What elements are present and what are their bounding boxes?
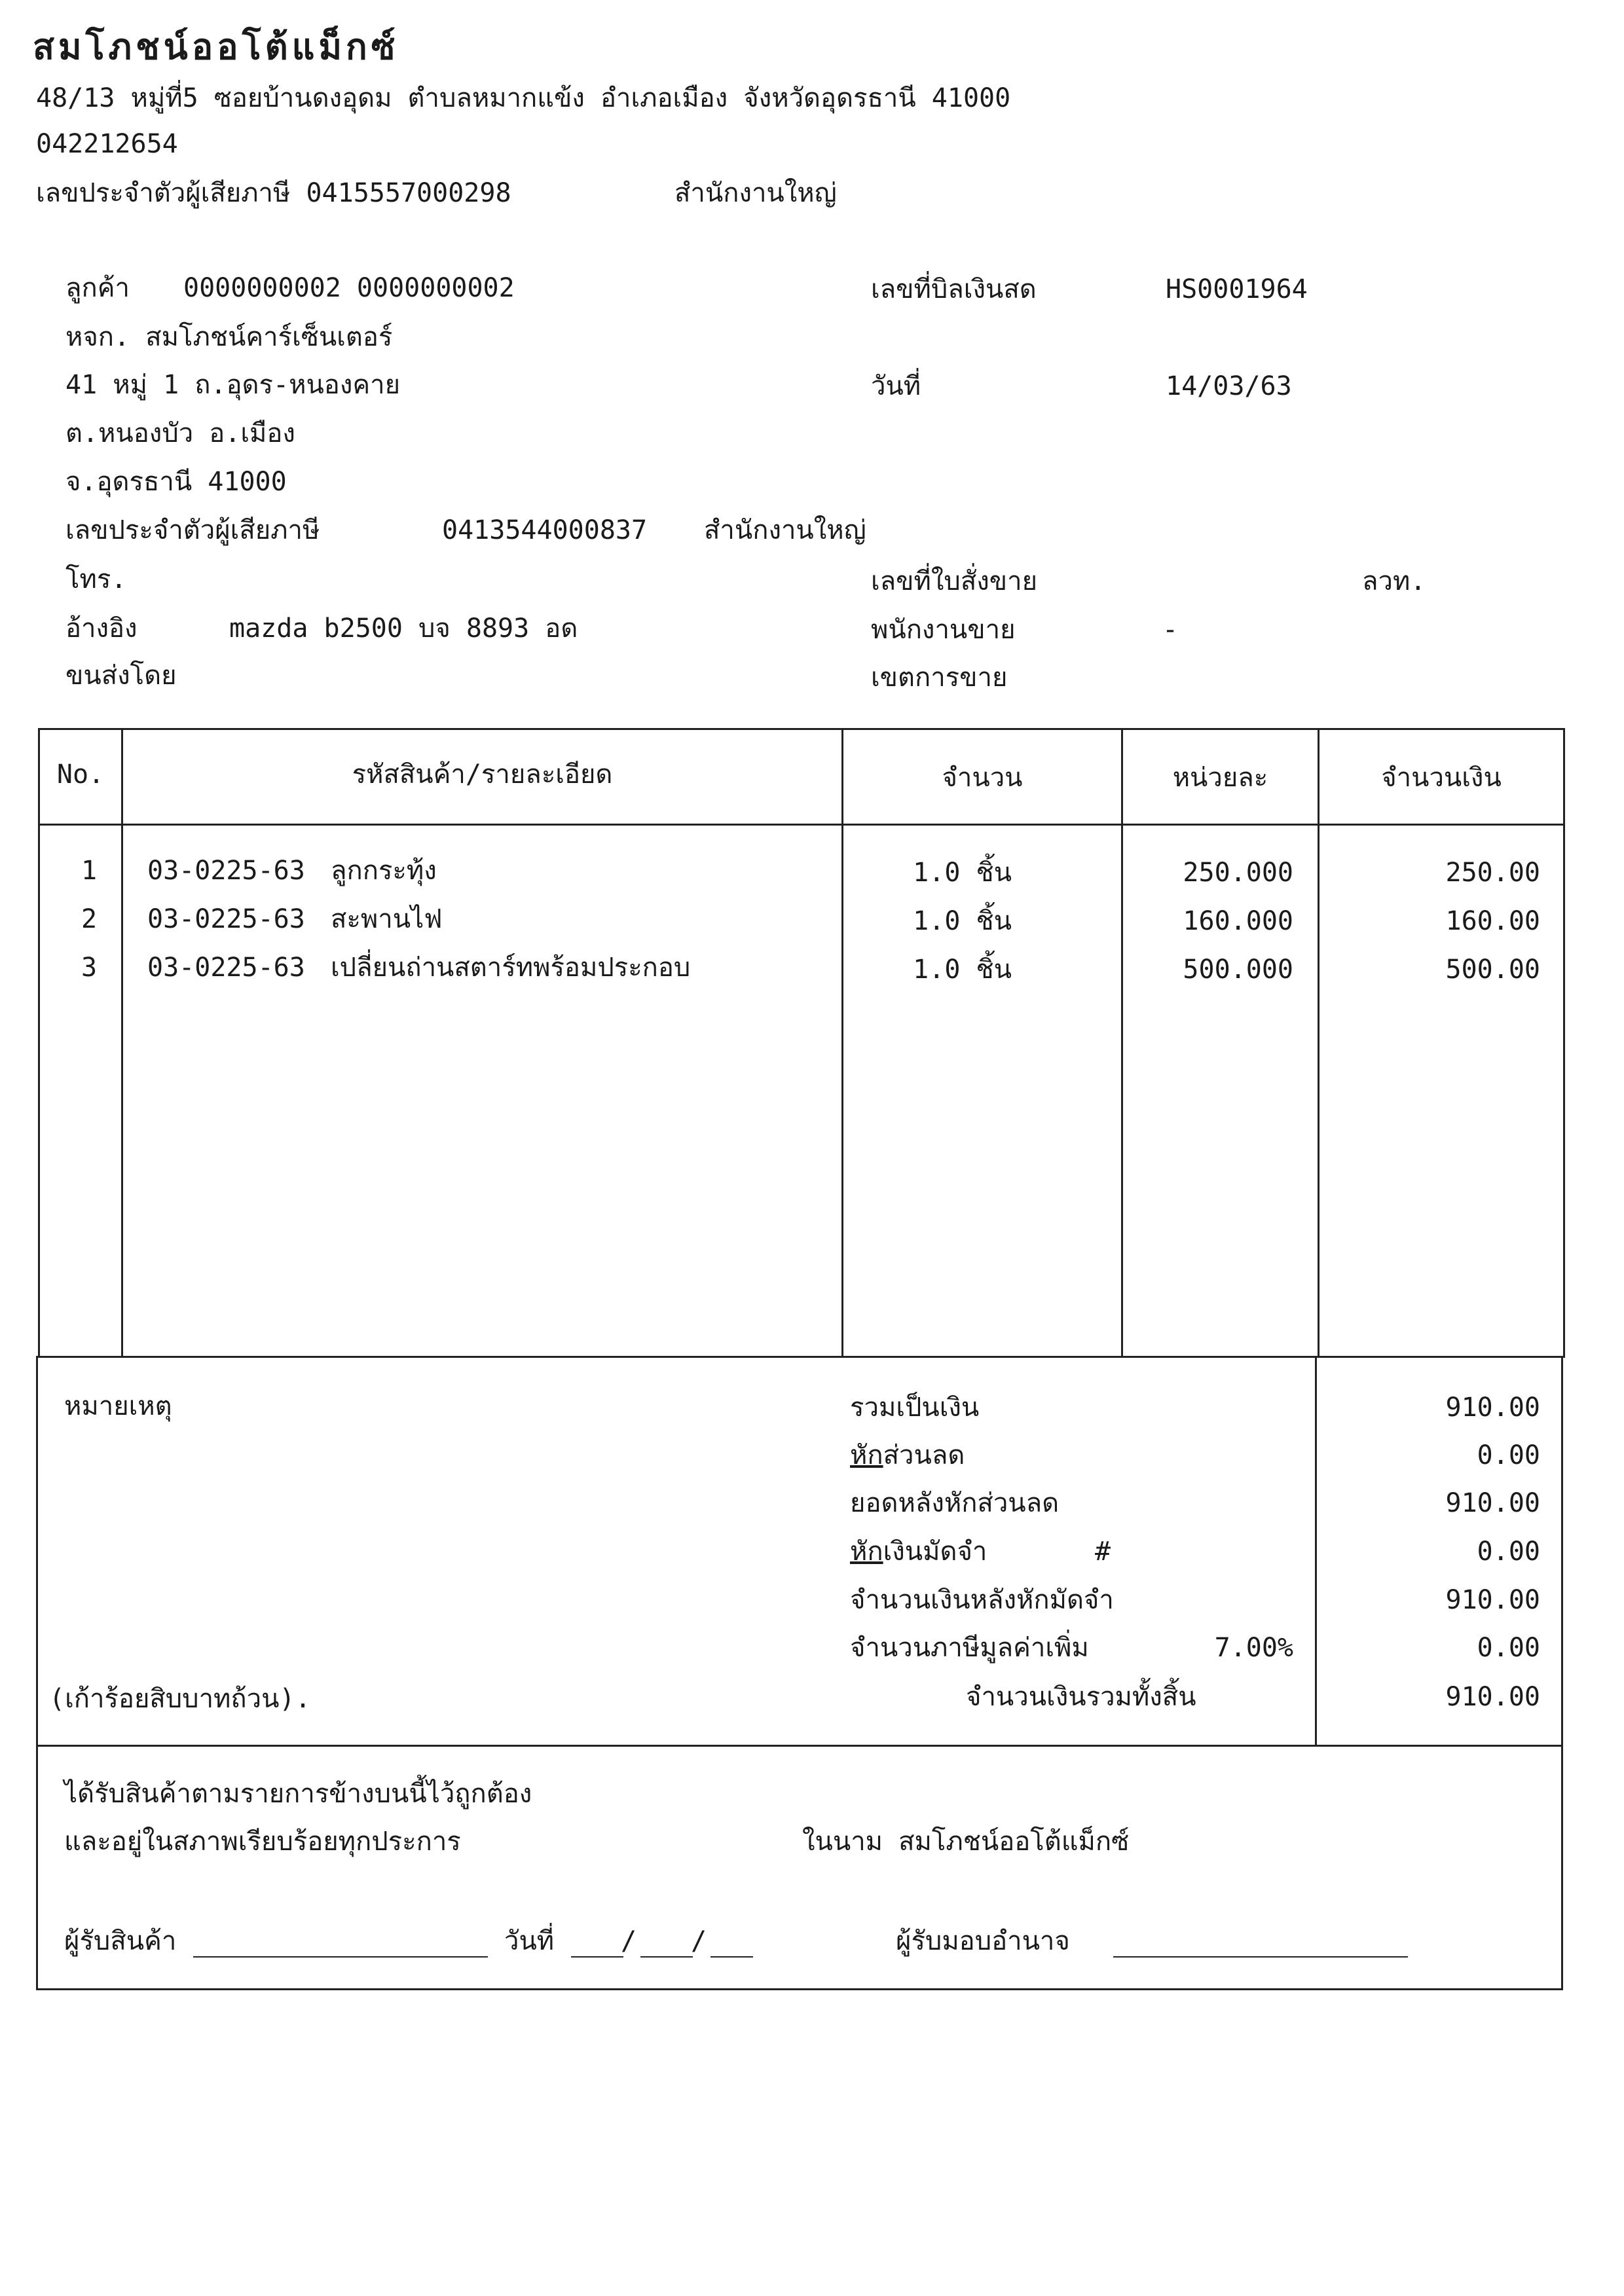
table-divider	[121, 728, 123, 1358]
total-label: จำนวนเงินรวมทั้งสิ้น	[966, 1682, 1196, 1712]
receive-date-label: วันที่	[504, 1926, 555, 1956]
deposit-label-rest: เงินมัดจำ	[883, 1537, 987, 1567]
item-amount: 160.00	[1445, 906, 1540, 936]
date-slash: /	[691, 1926, 707, 1956]
receiver-label: ผู้รับสินค้า	[64, 1926, 177, 1956]
company-address: 48/13 หมู่ที่5 ซอยบ้านดงอุดม ตำบลหมากแข้ง อำเภอเมือง จังหวัดอุดรธานี 41000	[36, 83, 1011, 113]
company-tax-id: เลขประจำตัวผู้เสียภาษี 0415557000298	[36, 178, 511, 208]
receiver-signature-line	[193, 1956, 488, 1958]
order-number-suffix: ลวท.	[1362, 566, 1426, 596]
company-name: สมโภชน์ออโต้แม็กซ์	[33, 26, 399, 67]
reference-label: อ้างอิง	[65, 613, 138, 644]
item-description: สะพานไฟ	[331, 904, 443, 934]
salesperson-value: -	[1162, 615, 1179, 645]
bill-date-label: วันที่	[871, 371, 921, 401]
bill-date: 14/03/63	[1166, 371, 1292, 401]
deposit-label	[850, 1539, 987, 1565]
item-quantity: 1.0 ชิ้น	[913, 955, 1012, 985]
date-year-line	[710, 1956, 753, 1958]
customer-tax-id: 0413544000837	[442, 515, 648, 545]
discount-label	[850, 1442, 965, 1468]
after-discount-value: 910.00	[1445, 1488, 1540, 1518]
amount-in-words: (เก้าร้อยสิบบาทถ้วน).	[49, 1684, 311, 1714]
customer-name: หจก. สมโภชน์คาร์เซ็นเตอร์	[65, 322, 393, 352]
bill-number-label: เลขที่บิลเงินสด	[871, 274, 1037, 304]
header-amount: จำนวนเงิน	[1381, 763, 1502, 793]
row-number: 2	[81, 904, 98, 934]
deposit-label-prefix: หัก	[850, 1537, 883, 1567]
subtotal-value: 910.00	[1445, 1393, 1540, 1423]
item-amount: 500.00	[1445, 955, 1540, 985]
item-quantity: 1.0 ชิ้น	[913, 906, 1012, 936]
item-unit-price: 160.000	[1183, 906, 1293, 936]
item-code: 03-0225-63	[147, 953, 305, 983]
vat-value: 0.00	[1477, 1633, 1540, 1663]
item-unit-price: 250.000	[1183, 858, 1293, 888]
date-day-line	[571, 1956, 623, 1958]
header-no: No.	[56, 759, 105, 790]
date-month-line	[640, 1956, 693, 1958]
discount-label-rest: ส่วนลด	[883, 1440, 965, 1470]
vat-label: จำนวนภาษีมูลค่าเพิ่ม	[850, 1633, 1089, 1663]
item-quantity: 1.0 ชิ้น	[913, 858, 1012, 888]
customer-phone-label: โทร.	[65, 564, 127, 594]
customer-address-3: จ.อุดรธานี 41000	[65, 467, 287, 497]
company-phone: 042212654	[36, 129, 178, 159]
row-number: 1	[81, 856, 98, 886]
customer-branch: สำนักงานใหญ่	[704, 515, 866, 545]
authorized-label: ผู้รับมอบอำนาจ	[896, 1926, 1070, 1956]
after-deposit-label: จำนวนเงินหลังหักมัดจำ	[850, 1585, 1114, 1615]
deposit-value: 0.00	[1477, 1537, 1540, 1567]
table-divider	[1121, 728, 1123, 1358]
customer-code: 0000000002 0000000002	[183, 273, 515, 303]
customer-address-1: 41 หมู่ 1 ถ.อุดร-หนองคาย	[65, 370, 401, 400]
table-divider	[841, 728, 843, 1358]
customer-tax-label: เลขประจำตัวผู้เสียภาษี	[65, 515, 320, 545]
customer-address-2: ต.หนองบัว อ.เมือง	[65, 418, 295, 448]
item-amount: 250.00	[1445, 858, 1540, 888]
bill-number: HS0001964	[1166, 274, 1308, 304]
deposit-hash: #	[1095, 1537, 1111, 1567]
items-table	[38, 728, 1565, 1358]
vat-rate: 7.00%	[1214, 1633, 1293, 1663]
discount-value: 0.00	[1477, 1440, 1540, 1470]
order-number-label: เลขที่ใบสั่งขาย	[871, 566, 1038, 596]
header-unit-price: หน่วยละ	[1172, 763, 1268, 793]
shipping-label: ขนส่งโดย	[65, 661, 177, 691]
company-branch: สำนักงานใหญ่	[674, 178, 837, 208]
item-code: 03-0225-63	[147, 856, 305, 886]
table-divider	[1318, 728, 1320, 1358]
item-code: 03-0225-63	[147, 904, 305, 934]
item-unit-price: 500.000	[1183, 955, 1293, 985]
summary-divider	[1315, 1356, 1317, 1747]
customer-label: ลูกค้า	[65, 273, 130, 303]
table-header-divider	[38, 824, 1565, 826]
remark-label: หมายเหตุ	[64, 1391, 172, 1421]
reference-value: mazda b2500 บจ 8893 อด	[229, 613, 578, 644]
item-description: ลูกกระทุ้ง	[331, 856, 437, 886]
authorized-signature-line	[1113, 1956, 1408, 1958]
received-line-1: ได้รับสินค้าตามรายการข้างบนนี้ไว้ถูกต้อง	[64, 1779, 532, 1809]
subtotal-label: รวมเป็นเงิน	[850, 1393, 980, 1423]
after-discount-label: ยอดหลังหักส่วนลด	[850, 1488, 1060, 1518]
sales-area-label: เขตการขาย	[871, 663, 1008, 693]
discount-label-prefix: หัก	[850, 1440, 883, 1470]
date-slash: /	[621, 1926, 637, 1956]
row-number: 3	[81, 953, 98, 983]
received-line-2: และอยู่ในสภาพเรียบร้อยทุกประการ	[64, 1827, 461, 1857]
item-description: เปลี่ยนถ่านสตาร์ทพร้อมประกอบ	[331, 953, 691, 983]
salesperson-label: พนักงานขาย	[871, 615, 1016, 645]
on-behalf-label: ในนาม สมโภชน์ออโต้แม็กซ์	[802, 1827, 1130, 1857]
after-deposit-value: 910.00	[1445, 1585, 1540, 1615]
header-quantity: จำนวน	[942, 763, 1023, 793]
total-value: 910.00	[1445, 1682, 1540, 1712]
header-description: รหัสสินค้า/รายละเอียด	[352, 759, 613, 790]
